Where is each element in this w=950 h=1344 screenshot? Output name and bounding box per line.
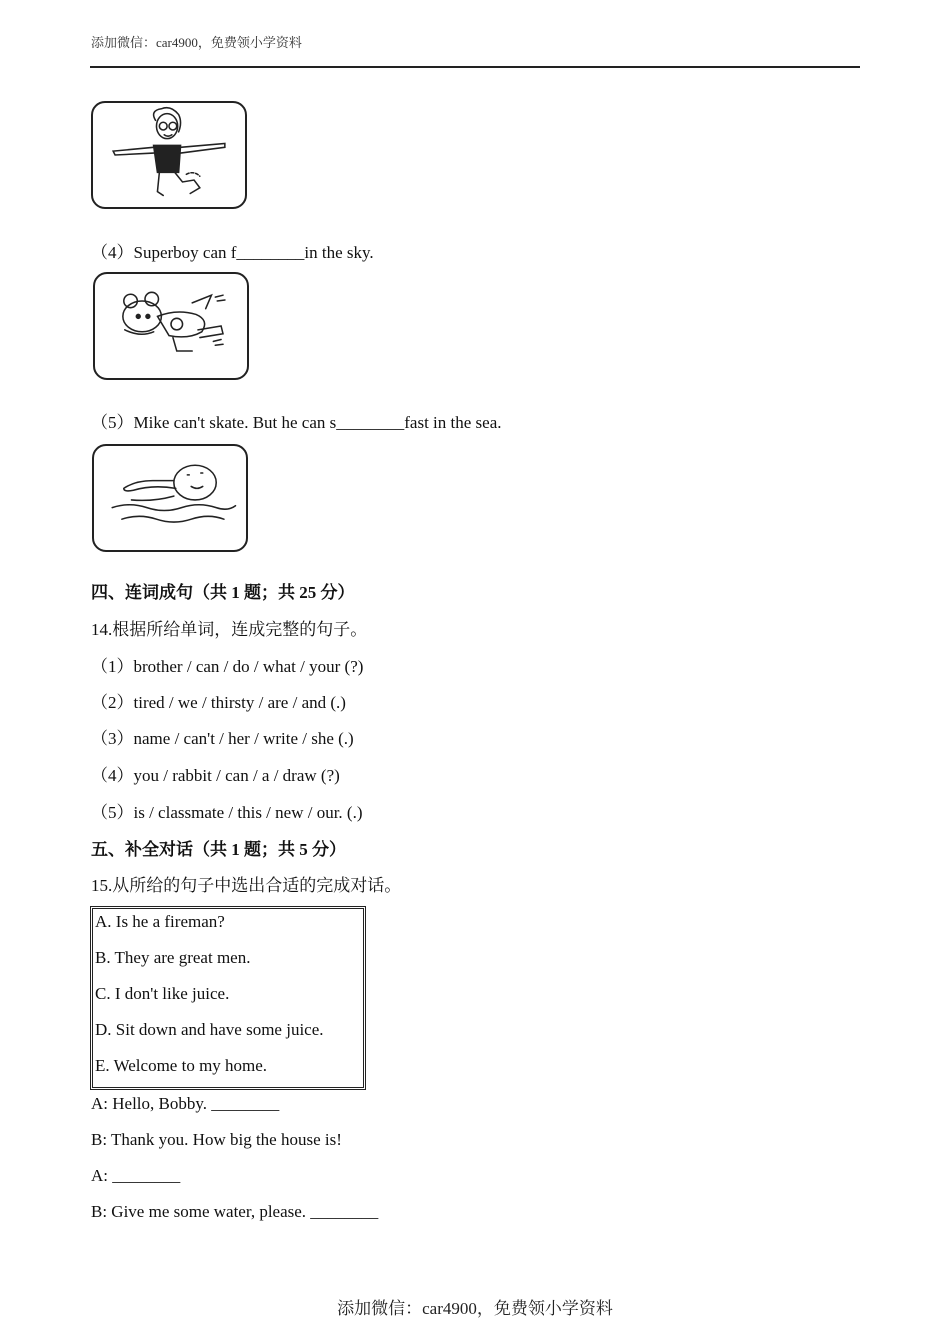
superboy-flying-picture [93, 272, 249, 380]
question-15-prompt: 15.从所给的句子中选出合适的完成对话。 [91, 876, 402, 895]
question-5-mike: （5）Mike can't skate. But he can s________fast in the sea. [91, 413, 502, 432]
dialogue-line-4: B: Give me some water, please. ________ [91, 1202, 379, 1221]
section-5-title: 五、补全对话（共 1 题；共 5 分） [91, 840, 346, 859]
question-4-superboy: （4）Superboy can f________in the sky. [91, 243, 374, 262]
options-box [90, 906, 366, 1090]
option-d: D. Sit down and have some juice. [95, 1020, 324, 1039]
header-watermark: 添加微信：car4900，免费领小学资料 [91, 35, 302, 50]
option-e: E. Welcome to my home. [95, 1056, 268, 1075]
dialogue-line-2: B: Thank you. How big the house is! [91, 1130, 342, 1149]
reorder-item-5: （5）is / classmate / this / new / our. (.) [91, 803, 363, 822]
swimming-boy-picture [92, 444, 248, 552]
reorder-item-4: （4）you / rabbit / can / a / draw (?) [91, 766, 340, 785]
dialogue-line-3: A: ________ [91, 1166, 181, 1185]
question-14-prompt: 14.根据所给单词，连成完整的句子。 [91, 620, 368, 639]
reorder-item-2: （2）tired / we / thirsty / are / and (.) [91, 693, 346, 712]
footer-watermark: 添加微信：car4900，免费领小学资料 [337, 1299, 613, 1318]
section-4-title: 四、连词成句（共 1 题；共 25 分） [91, 583, 355, 602]
reorder-item-1: （1）brother / can / do / what / your (?) [91, 657, 364, 676]
option-b: B. They are great men. [95, 948, 251, 967]
header-divider [90, 66, 860, 68]
option-c: C. I don't like juice. [95, 984, 230, 1003]
option-a: A. Is he a fireman? [95, 912, 225, 931]
dialogue-line-1: A: Hello, Bobby. ________ [91, 1094, 280, 1113]
reorder-item-3: （3）name / can't / her / write / she (.) [91, 729, 354, 748]
flying-girl-picture [91, 101, 247, 209]
